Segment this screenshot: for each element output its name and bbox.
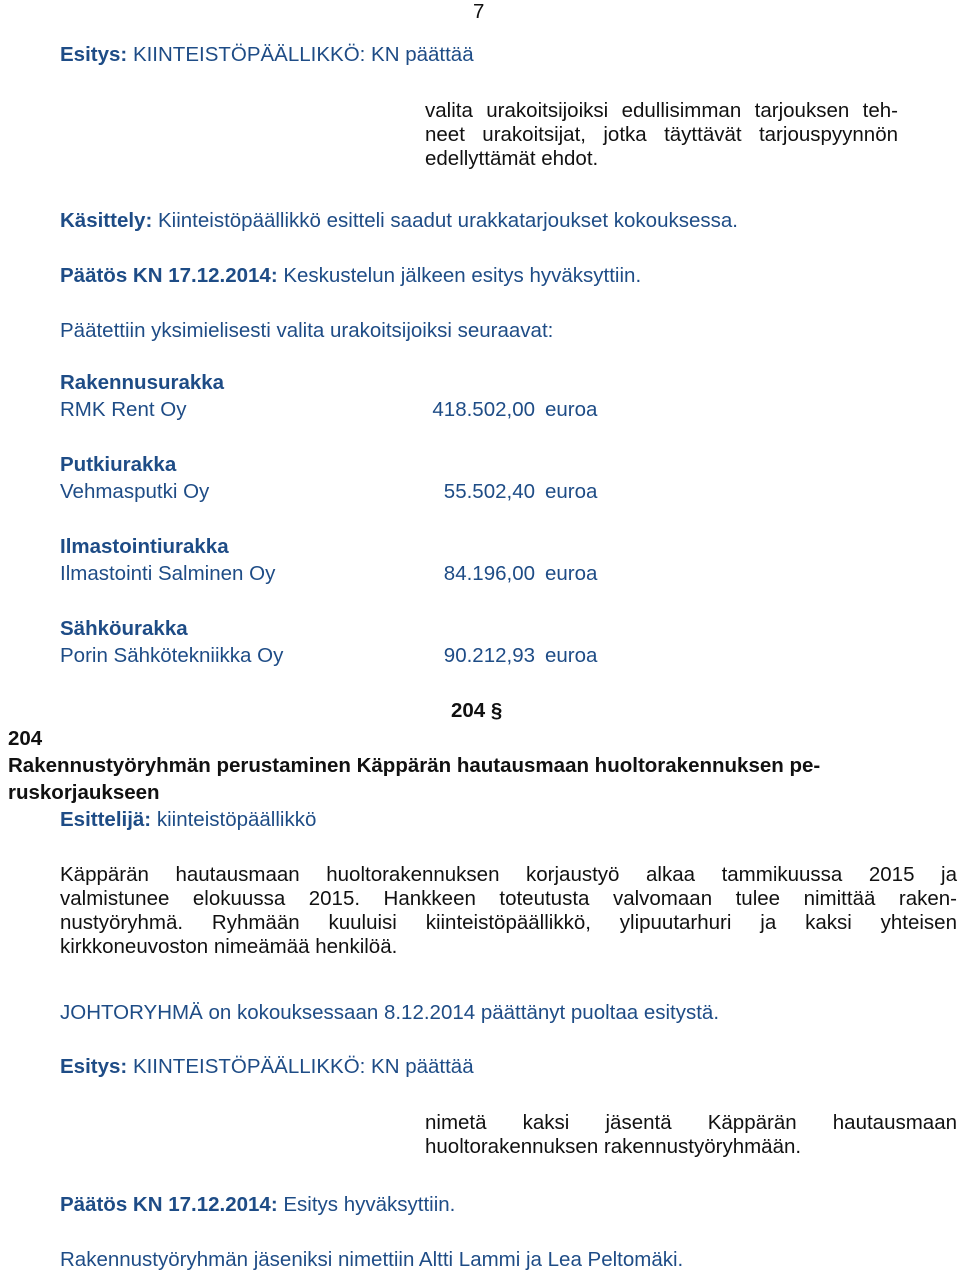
final-line: Rakennustyöryhmän jäseniksi nimettiin Altti Lammi ja Lea Peltomäki. — [60, 1248, 684, 1271]
section-title-line: ruskorjaukseen — [8, 781, 160, 804]
presenter-label: Esittelijä: — [60, 808, 152, 831]
proposal-label: Esitys: — [60, 43, 128, 66]
decision-text: Keskustelun jälkeen esitys hyväksyttiin. — [283, 264, 642, 287]
body-line: Käppärän hautausmaan huoltorakennuksen korjaustyö alkaa tammikuussa 2015 ja — [60, 863, 957, 886]
proposal-body-line: huoltorakennuksen rakennustyöryhmään. — [425, 1135, 802, 1158]
section-heading-center — [451, 699, 502, 723]
proposal-label: Esitys: — [60, 1055, 128, 1078]
body-line: valmistunee elokuussa 2015. Hankkeen toteutusta valvomaan tulee nimittää raken- — [60, 887, 957, 910]
proposal-body — [425, 1111, 957, 1159]
contract-amount — [415, 562, 597, 586]
contract-category: Ilmastointiurakka — [60, 535, 229, 558]
amount-value: 55.502,40 — [443, 480, 535, 503]
handling-text: Kiinteistöpäällikkö esitteli saadut urakkatarjoukset kokouksessa. — [157, 209, 738, 232]
contract-company: Ilmastointi Salminen Oy — [60, 562, 276, 585]
body-line: kirkkoneuvoston nimeämää henkilöä. — [60, 935, 398, 958]
contract-company: RMK Rent Oy — [60, 398, 187, 421]
section-body — [60, 863, 957, 959]
proposal-body — [425, 99, 898, 171]
section-number: 204 — [451, 699, 486, 722]
proposal-line — [60, 1055, 474, 1079]
contract-company: Porin Sähkötekniikka Oy — [60, 644, 284, 667]
decision-label: Päätös KN 17.12.2014: — [60, 1193, 278, 1216]
body-line: nustyöryhmä. Ryhmään kuuluisi kiinteistöpäällikkö, ylipuutarhuri ja kaksi yhteisen — [60, 911, 957, 934]
contract-category: Putkiurakka — [60, 453, 177, 476]
amount-unit: euroa — [545, 644, 598, 667]
management-line: JOHTORYHMÄ on kokouksessaan 8.12.2014 päättänyt puoltaa esitystä. — [60, 1001, 720, 1024]
presenter-line — [60, 808, 316, 832]
proposal-body-line: valita urakoitsijoiksi edullisimman tarjouksen teh- — [425, 99, 898, 122]
section-symbol: § — [490, 699, 503, 722]
proposal-text: KIINTEISTÖPÄÄLLIKKÖ: KN päättää — [132, 1055, 474, 1078]
amount-unit: euroa — [545, 398, 598, 421]
proposal-line — [60, 43, 474, 67]
proposal-body-line: neet urakoitsijat, jotka täyttävät tarjouspyynnön — [425, 123, 898, 146]
proposal-body-line: nimetä kaksi jäsentä Käppärän hautausmaan — [425, 1111, 957, 1134]
decision-text: Esitys hyväksyttiin. — [283, 1193, 456, 1216]
section-title-line: Rakennustyöryhmän perustaminen Käppärän hautausmaan huoltorakennuksen pe- — [8, 754, 821, 777]
contract-category: Sähköurakka — [60, 617, 188, 640]
contract-category: Rakennusurakka — [60, 371, 225, 394]
decided-line: Päätettiin yksimielisesti valita urakoitsijoiksi seuraavat: — [60, 319, 554, 342]
handling-line — [60, 209, 738, 233]
contract-amount — [415, 480, 597, 504]
decision-line — [60, 264, 641, 288]
amount-value: 418.502,00 — [432, 398, 535, 421]
presenter-text: kiinteistöpäällikkö — [156, 808, 317, 831]
proposal-text: KIINTEISTÖPÄÄLLIKKÖ: KN päättää — [132, 43, 474, 66]
contract-company: Vehmasputki Oy — [60, 480, 210, 503]
proposal-body-line: edellyttämät ehdot. — [425, 147, 599, 170]
decision-label: Päätös KN 17.12.2014: — [60, 264, 278, 287]
amount-unit: euroa — [545, 562, 598, 585]
amount-value: 84.196,00 — [443, 562, 535, 585]
decision-line — [60, 1193, 455, 1217]
handling-label: Käsittely: — [60, 209, 153, 232]
contract-amount — [415, 644, 597, 668]
page-number: 7 — [473, 0, 485, 23]
amount-value: 90.212,93 — [443, 644, 535, 667]
amount-unit: euroa — [545, 480, 598, 503]
section-number-left: 204 — [8, 727, 43, 750]
contract-amount — [415, 398, 597, 422]
